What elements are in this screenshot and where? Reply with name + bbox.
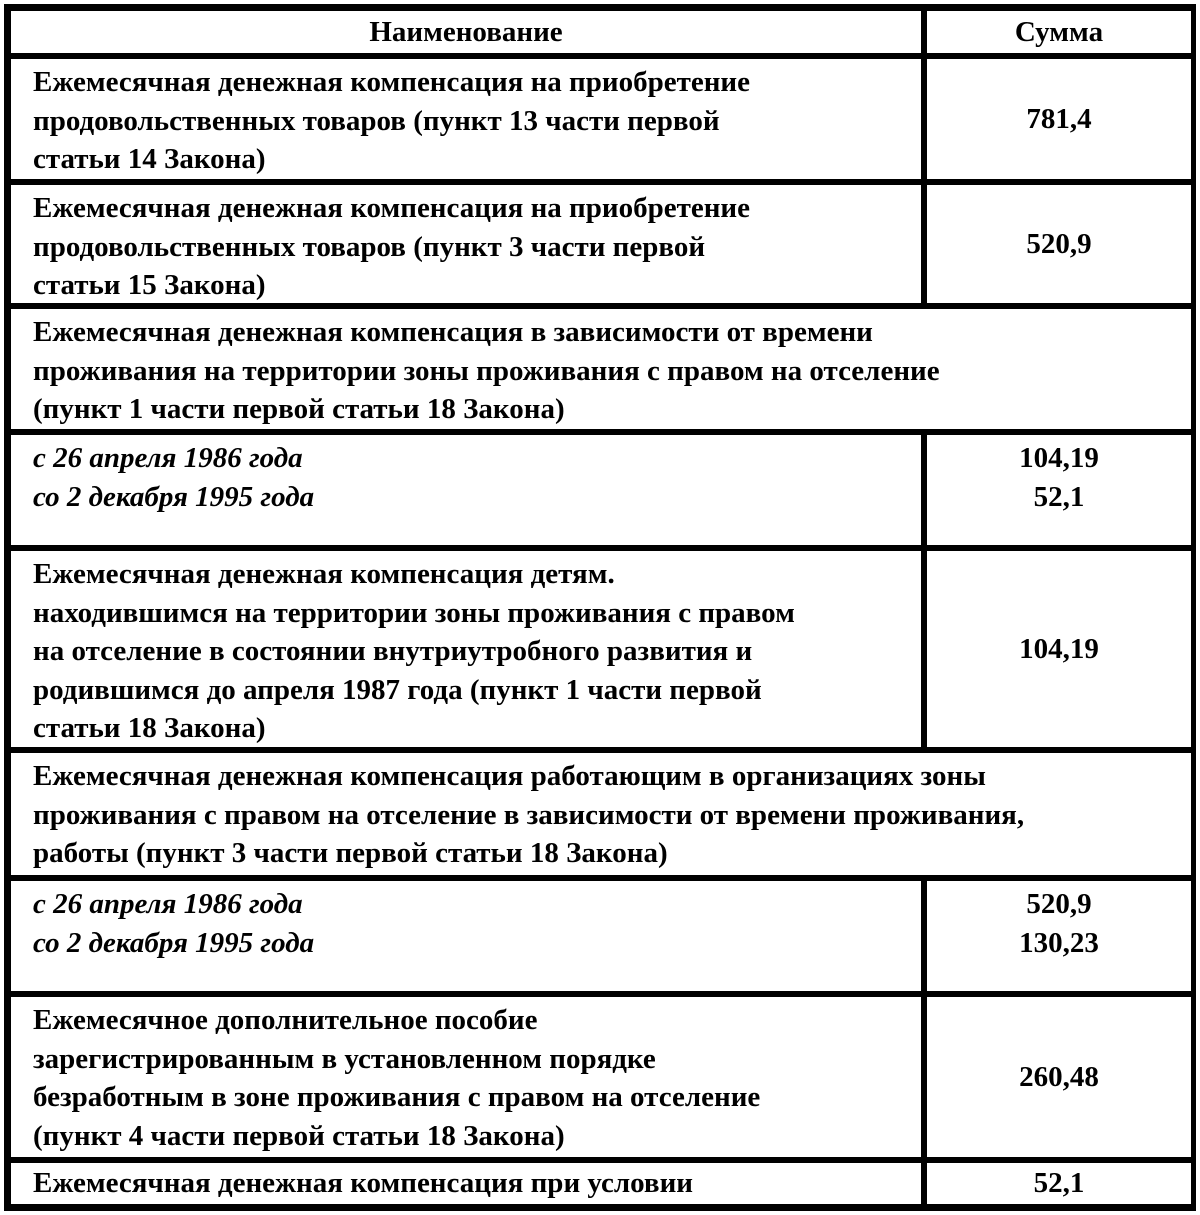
row-text-line: со 2 декабря 1995 года [33,926,315,959]
row-name-cell [9,57,923,181]
row-text-line: родившимся до апреля 1987 года (пункт 1 части первой [33,673,762,706]
row-text-line: Ежемесячная денежная компенсация на приобретение [33,192,751,224]
row-sum-cell [925,183,1193,305]
row-text-line: на отселение в состоянии внутриутробного развития и [33,635,753,667]
row-text-line: Ежемесячная денежная компенсация при условии [33,1167,694,1199]
row-text-line: безработным в зоне проживания с правом на отселение [33,1081,761,1113]
row-sum-value: 52,1 [1033,1167,1085,1200]
row-text-line: (пункт 4 части первой статьи 18 Закона) [33,1119,565,1152]
row-text-line: Ежемесячная денежная компенсация работающим в организациях зоны [33,760,986,792]
row-sum-value: 104,19 [1019,632,1099,665]
row-text-line: продовольственных товаров (пункт 13 части первой [33,104,720,137]
row-text-line: с 26 апреля 1986 года [33,442,303,474]
header-sum-cell [925,9,1193,55]
row-text-line: с 26 апреля 1986 года [33,888,303,920]
row-text-line: находившимся на территории зоны проживания с правом [33,596,795,629]
row-sum-value: 781,4 [1026,102,1092,135]
row-sum-value: 520,9 [1026,888,1092,920]
row-name-cell [9,995,923,1159]
row-sum-cell [925,57,1193,181]
row-sum-cell [925,433,1193,547]
row-text-line: Ежемесячная денежная компенсация на приобретение [33,66,751,98]
row-name-cell [9,183,923,305]
row-text-line: Ежемесячная денежная компенсация в зависимости от времени [33,316,873,348]
row-sum-value: 130,23 [1019,926,1099,959]
benefits-table [4,4,1196,1211]
row-sum-value: 104,19 [1019,442,1099,474]
row-name-cell-full [9,751,1193,877]
row-sum-value: 520,9 [1026,227,1092,260]
row-text-line: статьи 15 Закона) [33,269,266,301]
row-sum-cell [925,549,1193,749]
row-text-line: (пункт 1 части первой статьи 18 Закона) [33,393,565,425]
row-text-line: статьи 14 Закона) [33,143,266,175]
row-text-line: зарегистрированным в установленном порядке [33,1042,656,1075]
row-text-line: Ежемесячная денежная компенсация детям. [33,558,615,590]
header-name: Наименование [369,16,563,48]
header-sum: Сумма [1014,16,1104,48]
row-text-line: Ежемесячное дополнительное пособие [33,1004,538,1036]
row-name-cell [9,433,923,547]
row-text-line: статьи 18 Закона) [33,712,266,744]
row-sum-cell [925,1161,1193,1206]
row-name-cell [9,879,923,993]
row-text-line: продовольственных товаров (пункт 3 части первой [33,230,706,263]
row-name-cell [9,1161,923,1206]
row-sum-value: 260,48 [1019,1060,1099,1093]
row-text-line: работы (пункт 3 части первой статьи 18 Закона) [33,837,668,869]
row-name-cell [9,549,923,749]
row-sum-value: 52,1 [1033,480,1085,513]
row-text-line: проживания на территории зоны проживания с правом на отселение [33,354,940,387]
row-name-cell-full [9,307,1193,431]
row-text-line: со 2 декабря 1995 года [33,480,315,513]
row-sum-cell [925,879,1193,993]
row-text-line: проживания с правом на отселение в зависимости от времени проживания, [33,798,1025,831]
header-name-cell [9,9,923,55]
row-sum-cell [925,995,1193,1159]
